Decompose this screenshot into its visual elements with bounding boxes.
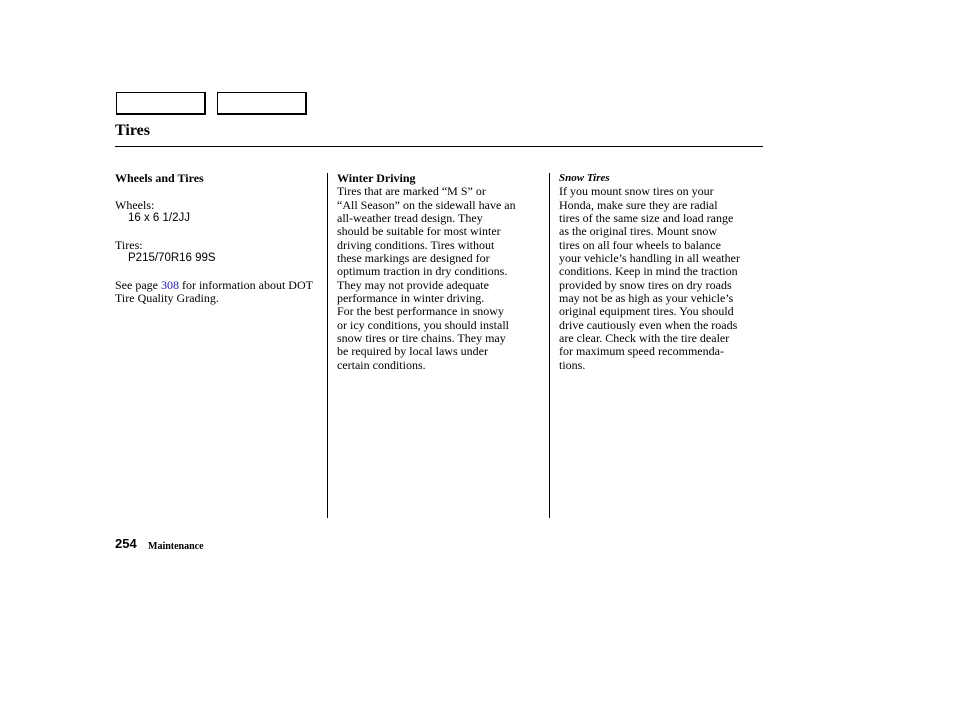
section-name: Maintenance (148, 541, 204, 552)
body-text-line: performance in winter driving. (337, 291, 485, 306)
section-heading: Snow Tires (559, 172, 610, 184)
body-text-line: may not be as high as your vehicle’s (559, 291, 734, 306)
body-text-line: as the original tires. Mount snow (559, 224, 717, 239)
see-page-text: See page (115, 277, 161, 292)
column-snow-tires (559, 172, 769, 372)
body-text-line: these markings are designed for (337, 251, 490, 266)
body-text-line: Honda, make sure they are radial (559, 197, 718, 212)
body-text-line: tires on all four wheels to balance (559, 237, 721, 252)
column-divider (327, 173, 328, 518)
page-number: 254 (115, 536, 137, 551)
body-text-line: Tires that are marked “M S” or (337, 184, 486, 199)
section-heading: Winter Driving (337, 171, 416, 185)
body-text-line: your vehicle’s handling in all weather (559, 251, 740, 266)
wheels-value: 16 x 6 1/2JJ (128, 212, 191, 225)
tires-label: Tires: (115, 237, 143, 252)
tires-value: P215/70R16 99S (128, 252, 216, 265)
body-text-line: driving conditions. Tires without (337, 237, 495, 252)
body-text-line: For the best performance in snowy (337, 304, 504, 319)
body-text-line: If you mount snow tires on your (559, 184, 714, 199)
wheels-label: Wheels: (115, 197, 155, 212)
body-text-line: all-weather tread design. They (337, 211, 483, 226)
body-text-line: for maximum speed recommenda- (559, 344, 724, 359)
body-text-line: are clear. Check with the tire dealer (559, 331, 730, 346)
body-text-line: drive cautiously even when the roads (559, 317, 738, 332)
column-divider (549, 173, 550, 518)
body-text-line: should be suitable for most winter (337, 224, 501, 239)
see-page-note (115, 279, 320, 306)
body-text-line: They may not provide adequate (337, 277, 489, 292)
title-rule (115, 146, 763, 147)
page-title: Tires (115, 122, 150, 139)
body-text-line: snow tires or tire chains. They may (337, 331, 506, 346)
page-308-link[interactable]: 308 (160, 277, 179, 292)
body-text-line: “All Season” on the sidewall have an (337, 197, 516, 212)
column-wheels-and-tires (115, 172, 320, 305)
body-text-line: provided by snow tires on dry roads (559, 277, 732, 292)
body-text-line: certain conditions. (337, 357, 426, 372)
body-text-line: tions. (559, 357, 586, 372)
nav-previous-button[interactable] (116, 92, 206, 115)
body-text-line: conditions. Keep in mind the traction (559, 264, 738, 279)
body-text-line: or icy conditions, you should install (337, 317, 509, 332)
body-text-line: be required by local laws under (337, 344, 488, 359)
column-winter-driving (337, 172, 542, 372)
nav-next-button[interactable] (217, 92, 307, 115)
body-text-line: tires of the same size and load range (559, 211, 734, 226)
see-page-text-after: for information about DOT Tire Quality Grading. (115, 277, 313, 306)
body-text-line: original equipment tires. You should (559, 304, 734, 319)
section-heading: Wheels and Tires (115, 171, 204, 185)
body-text-line: optimum traction in dry conditions. (337, 264, 508, 279)
